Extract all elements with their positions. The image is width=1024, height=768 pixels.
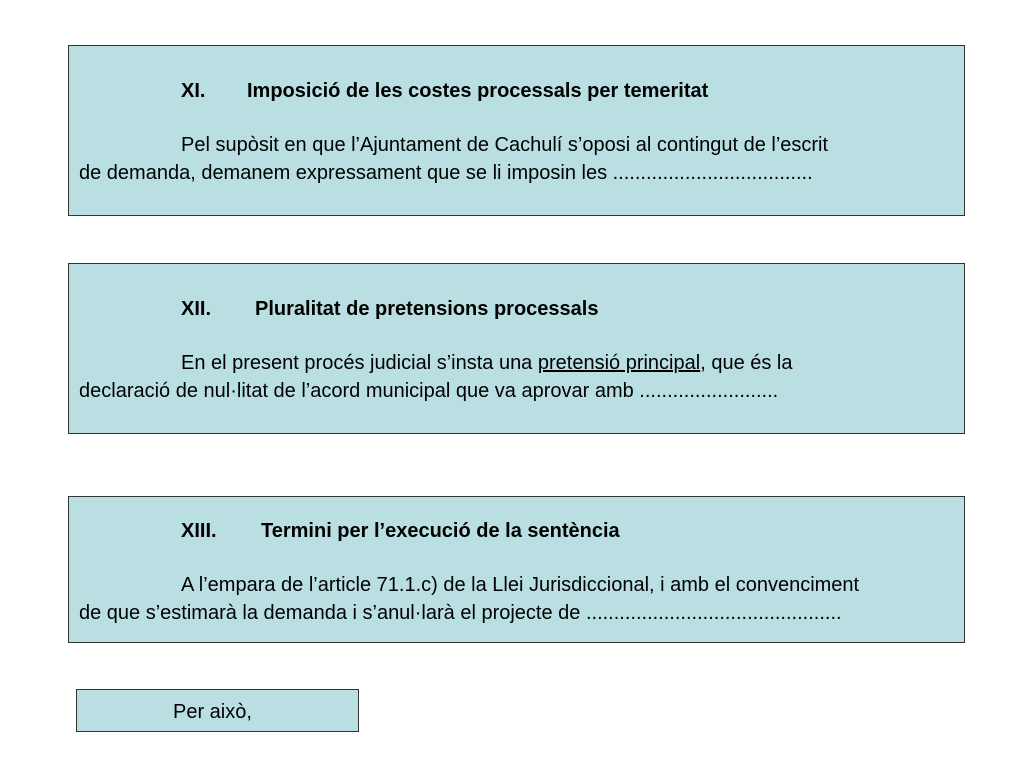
section-number: XIII. (181, 520, 217, 542)
paragraph-text: En el present procés judicial s’insta una (181, 352, 538, 374)
section-paragraph (79, 351, 959, 407)
section-number: XI. (181, 80, 206, 102)
paragraph-line: de demanda, demanem expressament que se li imposin les .................................... (79, 162, 813, 184)
paragraph-line: A l’empara de l’article 71.1.c) de la Llei Jurisdiccional, i amb el convenciment (181, 574, 860, 596)
section-paragraph (79, 133, 959, 189)
section-heading (181, 79, 708, 103)
paragraph-line: Pel supòsit en que l’Ajuntament de Cachulí s’oposi al contingut de l’escrit (181, 134, 829, 156)
section-title: Termini per l’execució de la sentència (261, 520, 620, 542)
section-xii-box (68, 263, 965, 434)
closing-box (76, 689, 359, 732)
paragraph-line: de que s’estimarà la demanda i s’anul·larà el projecte de .............................................. (79, 602, 842, 624)
section-xi-box (68, 45, 965, 216)
section-heading (181, 519, 620, 543)
section-paragraph (79, 573, 959, 629)
section-title: Pluralitat de pretensions processals (255, 298, 599, 320)
section-heading (181, 297, 598, 321)
closing-text: Per això, (173, 701, 252, 723)
paragraph-line: declaració de nul·litat de l’acord municipal que va aprovar amb ......................... (79, 380, 779, 402)
underlined-term: pretensió principal (537, 352, 701, 374)
section-xiii-box (68, 496, 965, 643)
paragraph-text: , que és la (700, 352, 793, 374)
paragraph-line (79, 351, 959, 379)
section-title: Imposició de les costes processals per temeritat (247, 80, 709, 102)
section-number: XII. (181, 298, 212, 320)
